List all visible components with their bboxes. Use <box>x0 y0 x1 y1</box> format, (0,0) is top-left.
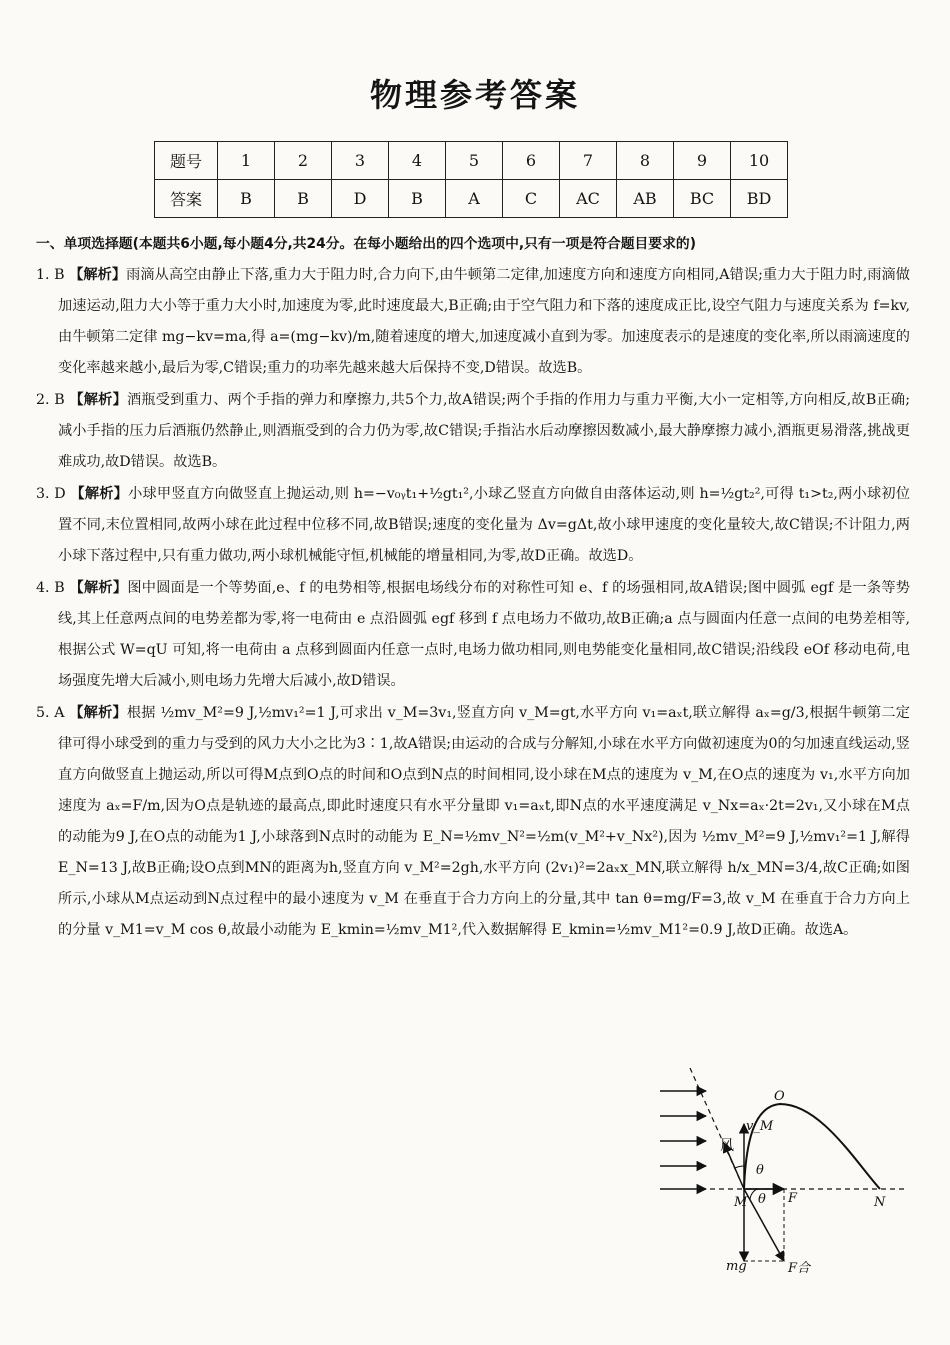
analysis-tag: 【解析】 <box>69 267 127 283</box>
trajectory-curve <box>744 1104 880 1189</box>
answer-cell: BC <box>674 180 731 218</box>
answer-cell: B <box>218 180 275 218</box>
question-number: 10 <box>731 142 788 180</box>
solution-3 <box>36 479 910 572</box>
solutions <box>36 229 910 946</box>
table-row-answers <box>155 180 788 218</box>
row-label-number: 题号 <box>155 142 218 180</box>
solution-4 <box>36 573 910 697</box>
question-number: 4 <box>389 142 446 180</box>
analysis-tag: 【解析】 <box>69 705 127 721</box>
answer-cell: D <box>332 180 389 218</box>
question-head: 5. A <box>36 705 65 721</box>
label-m: M <box>734 1195 748 1210</box>
analysis-tag: 【解析】 <box>69 580 128 596</box>
question-head: 3. D <box>36 486 66 502</box>
question-number: 2 <box>275 142 332 180</box>
answer-cell: AC <box>560 180 617 218</box>
label-o: O <box>774 1089 785 1104</box>
answer-cell: C <box>503 180 560 218</box>
label-n: N <box>874 1195 886 1210</box>
solution-text: 根据 ½mv_M²=9 J,½mv₁²=1 J,可求出 v_M=3v₁,竖直方向 v_M=gt,水平方向 v₁=aₓt,联立解得 aₓ=g/3,根据牛顿第二定律可得小球受到的重力与受到的风力大小之比为3∶1,故A错误;由运动的合成与分解知,小球在水平方向做初速度为0的匀加速直线运动,竖直方向做竖直上抛运动,所以可得M点到O点的时间和O点到N点的时间相同,设小球在M点的速度为 v_M,在O点的速度为 v₁,水平方向加速度为 aₓ=F/m,因为O点是轨迹的最高点,即此时速度只有水平分量即 v₁=aₓt,即N点的水平速度满足 v_Nx=aₓ·2t=2v₁,又小球在M点的动能为9 J,在O点的动能为1 J,小球落到N点时的动能为 E_N=½mv_N²=½m(v_M²+v_Nx²),因为 ½mv_M²=9 J,½mv₁²=1 J,解得 E_N=13 J,故B正确;设O点到MN的距离为h,竖直方向 v_M²=2gh,水平方向 (2v₁)²=2aₓx_MN,联立解得 h/x_MN=3/4,故C正确;如图所示,小球从M点运动到N点过程中的最小速度为 v_M 在垂直于合力方向上的分量,其中 tan θ=mg/F=3,故 v_M 在垂直于合力方向上的分量 v_M1=v_M cos θ,故最小动能为 E_kmin=½mv_M1²,代入数据解得 E_kmin=½mv_M1²=0.9 J,故D正确。故选A。 <box>58 705 910 938</box>
question-number: 5 <box>446 142 503 180</box>
label-wind: 风 <box>720 1138 734 1154</box>
label-f: F <box>788 1191 798 1206</box>
label-fhe: F合 <box>788 1261 811 1276</box>
answer-cell: BD <box>731 180 788 218</box>
wind-arrows <box>660 1091 706 1189</box>
answer-cell: AB <box>617 180 674 218</box>
label-theta1: θ <box>756 1163 764 1178</box>
section-heading: 一、单项选择题(本题共6小题,每小题4分,共24分。在每小题给出的四个选项中,只有一项是符合题目要求的) <box>36 236 696 252</box>
question-number: 1 <box>218 142 275 180</box>
answer-cell: A <box>446 180 503 218</box>
answer-cell: B <box>275 180 332 218</box>
question-head: 4. B <box>36 580 65 596</box>
solution-text: 雨滴从高空由静止下落,重力大于阻力时,合力向下,由牛顿第二定律,加速度方向和速度方向相同,A错误;重力大于阻力时,雨滴做加速运动,阻力大小等于重力大小时,加速度为零,此时速度最大,B正确;由于空气阻力和下落的速度成正比,设空气阻力与速度关系为 f=kv,由牛顿第二定律 mg−kv=ma,得 a=(mg−kv)/m,随着速度的增大,加速度减小直到为零。加速度表示的是速度的变化率,所以雨滴速度的变化率越来越小,最后为零,C错误;重力的功率先越来越大后保持不变,D错误。故选B。 <box>58 267 910 376</box>
question-number: 3 <box>332 142 389 180</box>
solution-5 <box>36 698 910 946</box>
motion-diagram <box>660 1066 912 1281</box>
label-theta2: θ <box>758 1192 766 1207</box>
page-title: 物理参考答案 <box>369 76 580 114</box>
label-mg: mg <box>726 1259 747 1274</box>
analysis-tag: 【解析】 <box>70 486 129 502</box>
solution-text: 酒瓶受到重力、两个手指的弹力和摩擦力,共5个力,故A错误;两个手指的作用力与重力平衡,大小一定相等,方向相反,故B正确;减小手指的压力后酒瓶仍然静止,则酒瓶受到的合力仍为零,故C错误;手指沾水后动摩擦因数减小,最大静摩擦力减小,酒瓶更易滑落,挑战更难成功,故D错误。故选B。 <box>58 392 910 470</box>
answer-table <box>154 141 788 218</box>
solution-2 <box>36 385 910 478</box>
solution-1 <box>36 260 910 384</box>
question-number: 8 <box>617 142 674 180</box>
label-vm: v_M <box>746 1119 774 1134</box>
question-number: 7 <box>560 142 617 180</box>
row-label-answer: 答案 <box>155 180 218 218</box>
table-row-numbers <box>155 142 788 180</box>
solution-text: 图中圆面是一个等势面,e、f 的电势相等,根据电场线分布的对称性可知 e、f 的场强相同,故A错误;图中圆弧 egf 是一条等势线,其上任意两点间的电势差都为零,将一电荷由 e 点沿圆弧 egf 移到 f 点电场力不做功,故B正确;a 点与圆面内任意一点间的电势差相等,根据公式 W=qU 可知,将一电荷由 a 点移到圆面内任意一点时,电场力做功相同,则电势能变化量相同,故C错误;沿线段 eOf 移动电荷,电场强度先增大后减小,则电场力先增大后减小,故D错误。 <box>58 580 910 689</box>
question-head: 2. B <box>36 392 65 408</box>
answer-cell: B <box>389 180 446 218</box>
question-number: 9 <box>674 142 731 180</box>
question-head: 1. B <box>36 267 65 283</box>
solution-text: 小球甲竖直方向做竖直上抛运动,则 h=−v₀ᵧt₁+½gt₁²,小球乙竖直方向做自由落体运动,则 h=½gt₂²,可得 t₁>t₂,两小球初位置不同,末位置相同,故两小球在此过程中位移不同,故B错误;速度的变化量为 Δv=gΔt,故小球甲速度的变化量较大,故C错误;不计阻力,两小球下落过程中,只有重力做功,两小球机械能守恒,机械能的增量相同,为零,故D正确。故选D。 <box>58 486 911 564</box>
analysis-tag: 【解析】 <box>69 392 127 408</box>
theta-arc-lower <box>750 1189 757 1200</box>
question-number: 6 <box>503 142 560 180</box>
theta-arc-upper <box>735 1166 744 1168</box>
